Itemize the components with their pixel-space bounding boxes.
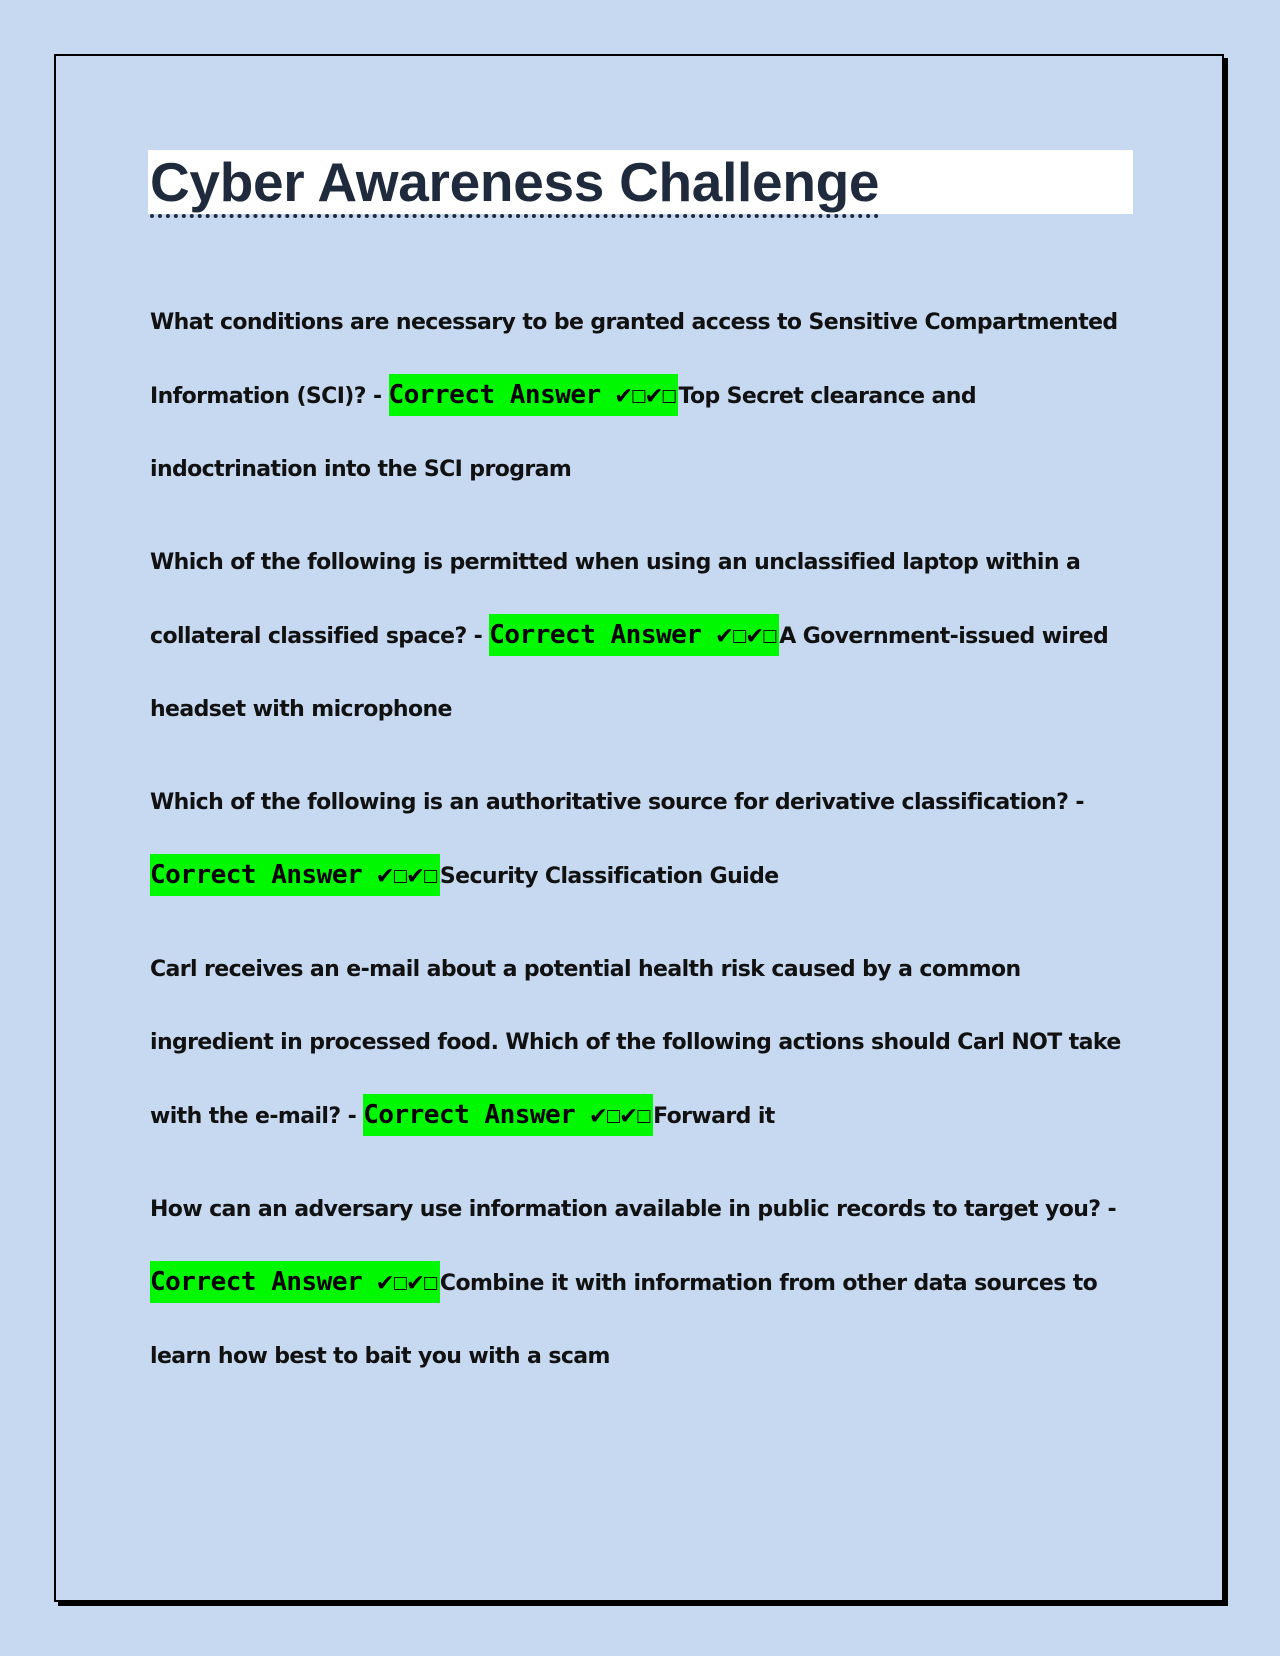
qa-item (150, 766, 1130, 913)
correct-answer-label: Correct Answer ✔☐✔☐ (489, 614, 779, 656)
question-text: Which of the following is permitted when using an unclassified laptop within a collateral classified space? - (150, 550, 1081, 649)
correct-answer-label: Correct Answer ✔☐✔☐ (363, 1094, 653, 1136)
qa-item (150, 526, 1130, 746)
document-title: Cyber Awareness Challenge (150, 150, 879, 218)
correct-answer-label: Correct Answer ✔☐✔☐ (150, 1261, 440, 1303)
qa-item (150, 933, 1130, 1153)
question-text: Carl receives an e-mail about a potential health risk caused by a common ingredient in processed food. Which of the following actions should Carl NOT take with the e-mail? - (150, 957, 1121, 1129)
question-text: Which of the following is an authoritative source for derivative classification? - (150, 790, 1084, 815)
answer-text: Top Secret clearance and indoctrination into the SCI program (150, 384, 977, 482)
answer-text: Combine it with information from other data sources to learn how best to bait you with a scam (150, 1271, 1098, 1369)
answer-text: A Government-issued wired headset with microphone (150, 624, 1109, 722)
question-text: What conditions are necessary to be granted access to Sensitive Compartmented Information (SCI)? - (150, 310, 1118, 409)
correct-answer-label: Correct Answer ✔☐✔☐ (150, 854, 440, 896)
correct-answer-label: Correct Answer ✔☐✔☐ (389, 374, 679, 416)
qa-list (150, 286, 1130, 1413)
qa-item (150, 1173, 1130, 1393)
answer-text: Forward it (653, 1104, 775, 1129)
qa-item (150, 286, 1130, 506)
question-text: How can an adversary use information available in public records to target you? - (150, 1197, 1117, 1222)
answer-text: Security Classification Guide (439, 864, 779, 889)
